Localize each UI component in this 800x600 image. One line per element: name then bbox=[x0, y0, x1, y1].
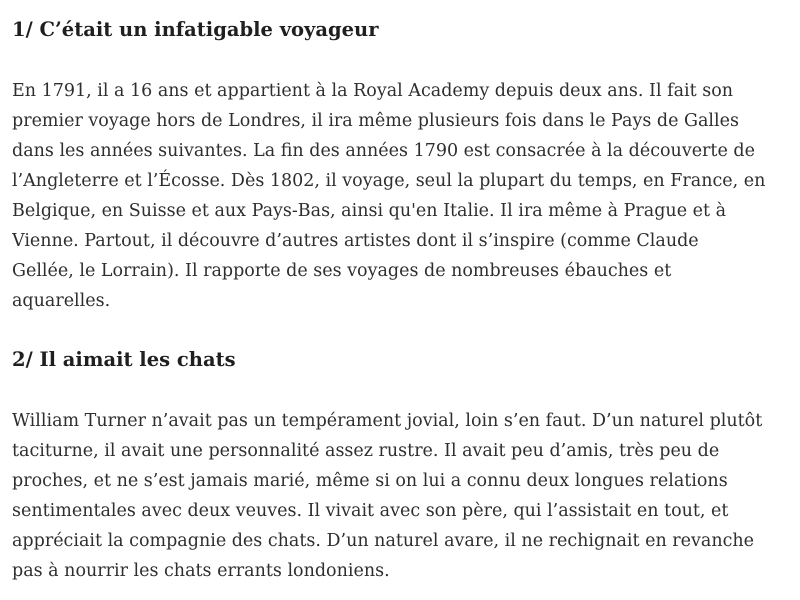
section-heading-1: 1/ C’était un infatigable voyageur bbox=[12, 18, 379, 41]
paragraph-line: Gellée, le Lorrain). Il rapporte de ses voyages de nombreuses ébauches et bbox=[12, 261, 672, 281]
paragraph-line: premier voyage hors de Londres, il ira même plusieurs fois dans le Pays de Galles bbox=[12, 111, 739, 131]
paragraph-line: appréciait la compagnie des chats. D’un naturel avare, il ne rechignait en revanche bbox=[12, 531, 755, 551]
section-paragraph-2 bbox=[12, 406, 788, 586]
paragraph-line: William Turner n’avait pas un tempérament jovial, loin s’en faut. D’un naturel plutôt bbox=[12, 411, 763, 431]
paragraph-line: aquarelles. bbox=[12, 291, 111, 311]
paragraph-line: pas à nourrir les chats errants londoniens. bbox=[12, 561, 390, 581]
paragraph-line: En 1791, il a 16 ans et appartient à la Royal Academy depuis deux ans. Il fait son bbox=[12, 81, 734, 101]
section-heading-2: 2/ Il aimait les chats bbox=[12, 348, 236, 371]
section-paragraph-1 bbox=[12, 76, 788, 316]
paragraph-line: taciturne, il avait une personnalité assez rustre. Il avait peu d’amis, très peu de bbox=[12, 441, 720, 461]
paragraph-line: Belgique, en Suisse et aux Pays-Bas, ainsi qu'en Italie. Il ira même à Prague et à bbox=[12, 201, 726, 221]
paragraph-line: Vienne. Partout, il découvre d’autres artistes dont il s’inspire (comme Claude bbox=[12, 231, 699, 251]
paragraph-line: dans les années suivantes. La fin des années 1790 est consacrée à la découverte de bbox=[12, 141, 755, 161]
paragraph-line: proches, et ne s’est jamais marié, même si on lui a connu deux longues relations bbox=[12, 471, 728, 491]
paragraph-line: sentimentales avec deux veuves. Il vivait avec son père, qui l’assistait en tout, et bbox=[12, 501, 729, 521]
paragraph-line: l’Angleterre et l’Écosse. Dès 1802, il voyage, seul la plupart du temps, en France, en bbox=[12, 171, 766, 191]
